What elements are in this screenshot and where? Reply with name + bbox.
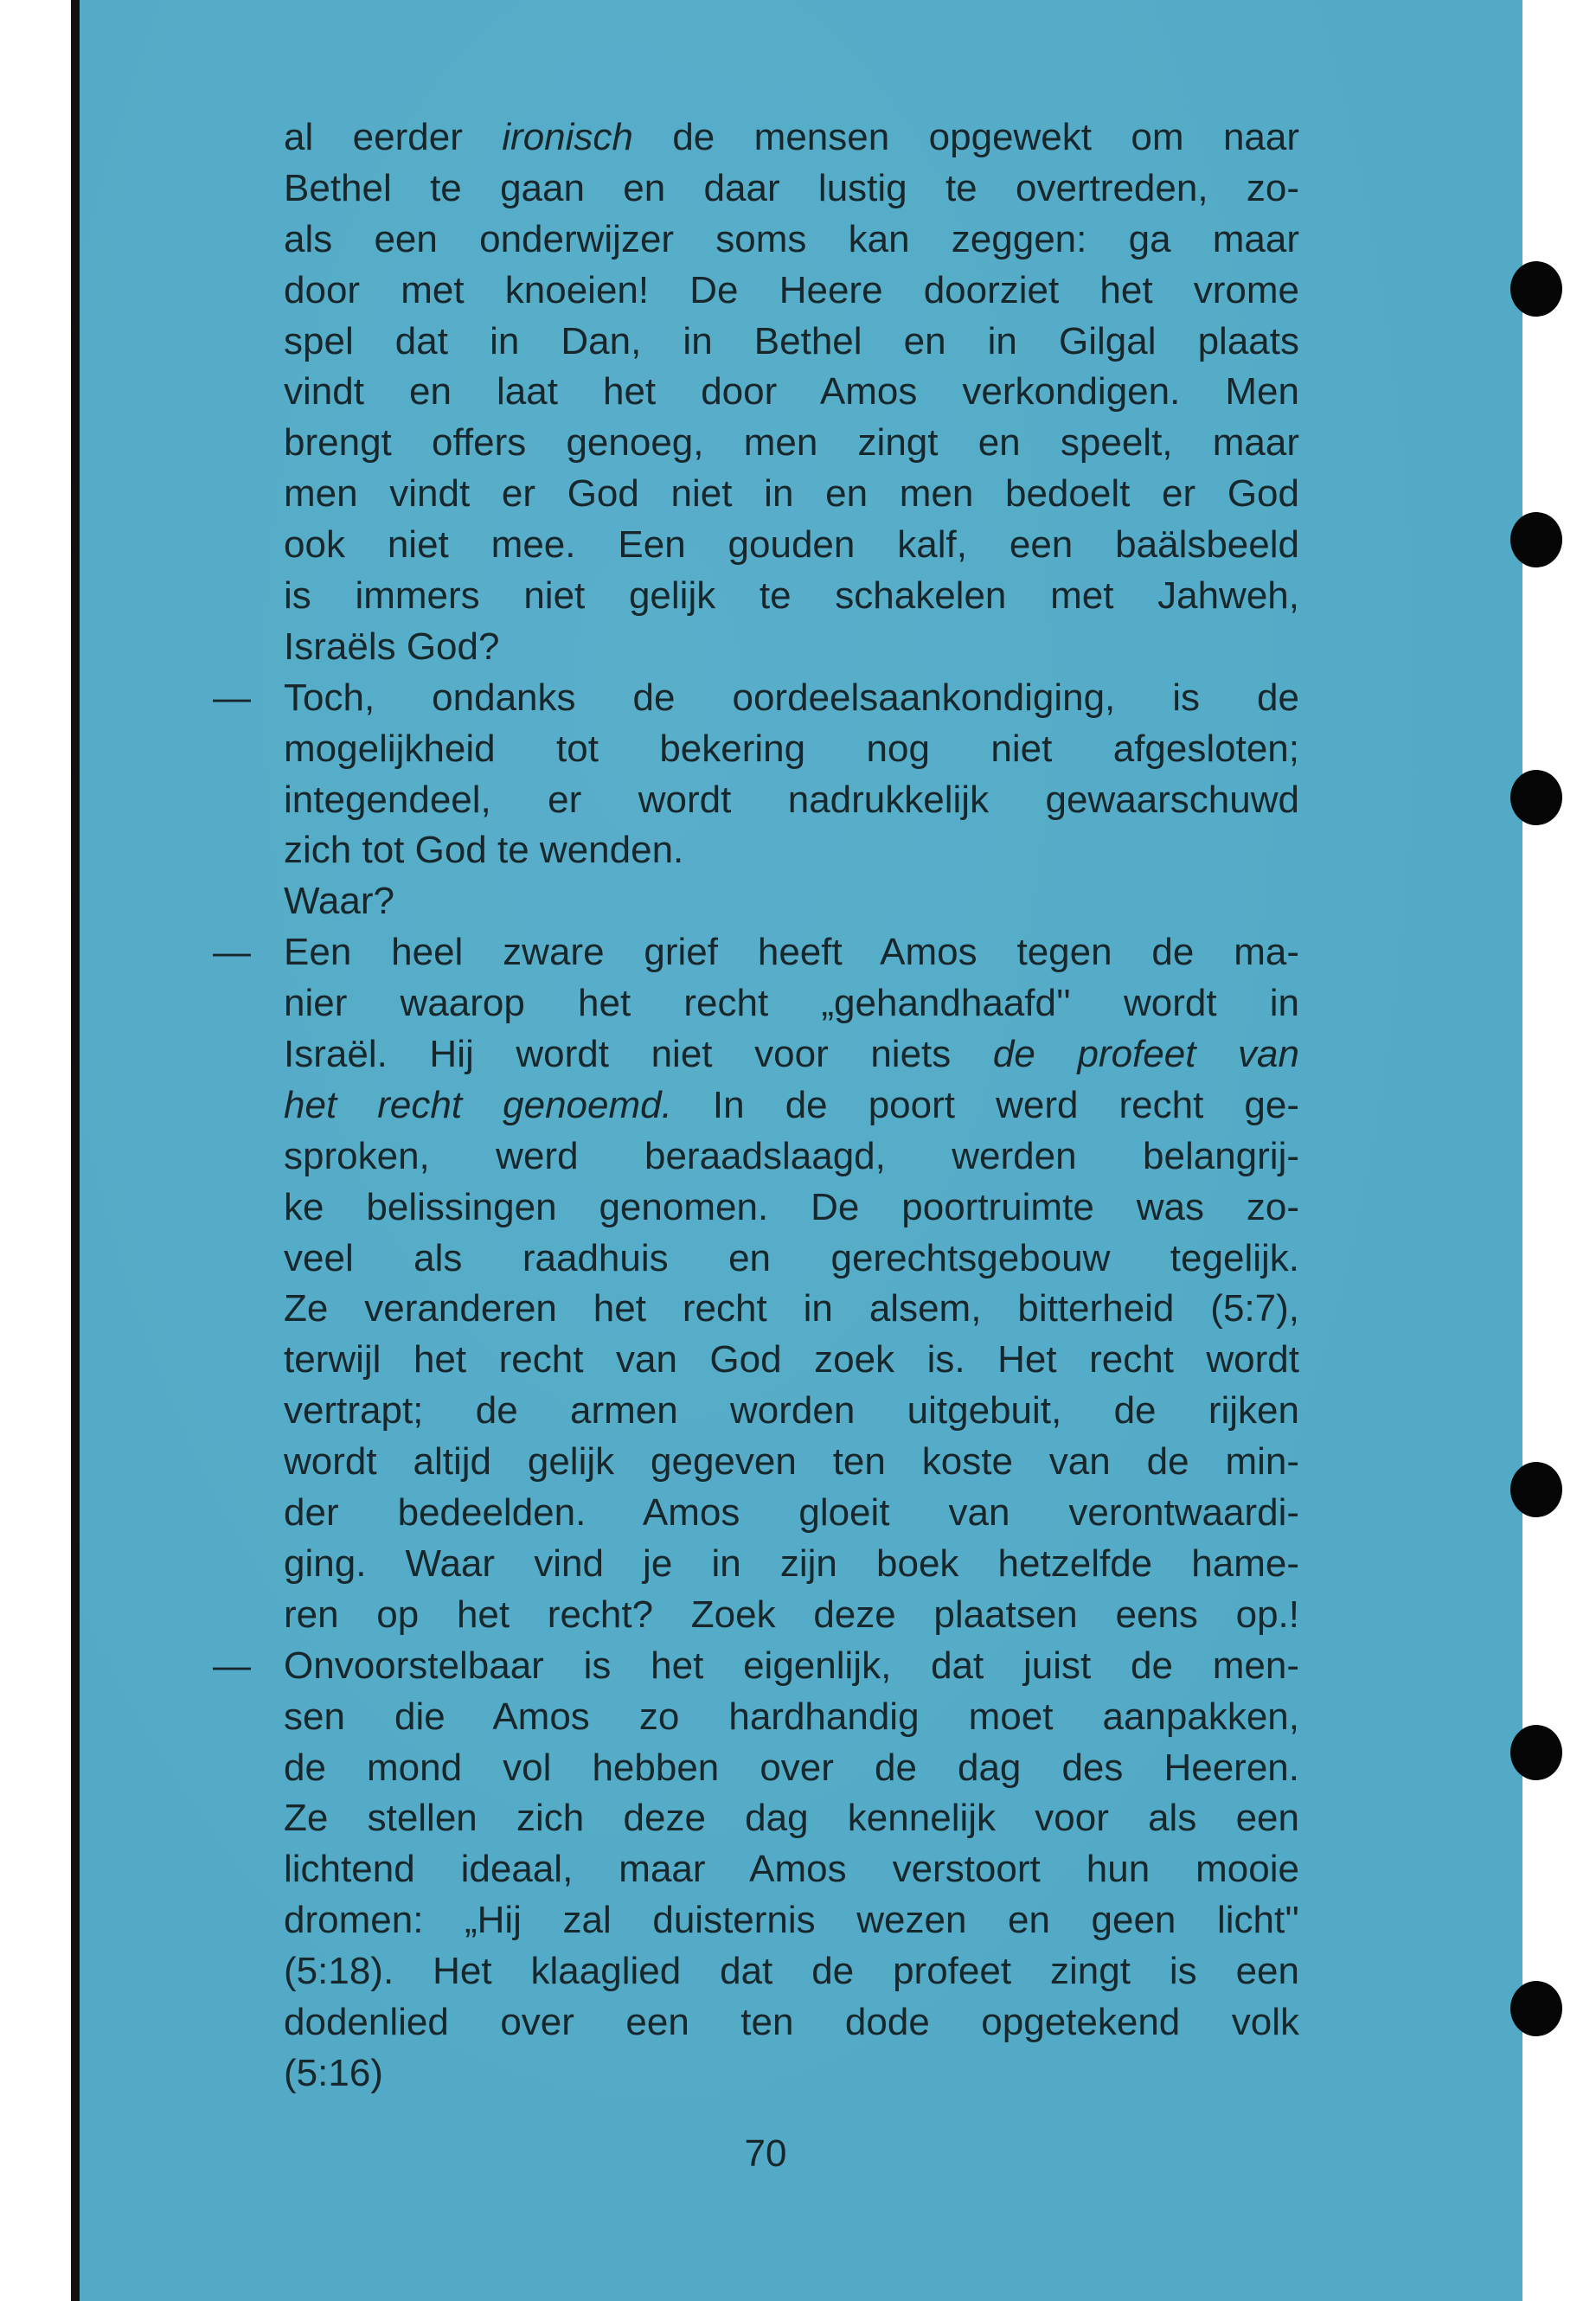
text-line: men vindt er God niet in en men bedoelt er God [284, 472, 1299, 516]
text-line: — Toch, ondanks de oordeelsaankondiging, is de [284, 673, 1299, 724]
text-line: zich tot God te wenden. [284, 829, 684, 872]
page-number: 70 [744, 2132, 787, 2175]
bullet-dash: — [213, 676, 251, 719]
punch-hole [1510, 1725, 1562, 1780]
text-line: lichtend ideaal, maar Amos verstoort hun mooie [284, 1848, 1299, 1891]
text-line: nier waarop het recht „gehandhaafd'' wordt in [284, 982, 1299, 1025]
text-line: spel dat in Dan, in Bethel en in Gilgal plaats [284, 319, 1299, 362]
text-line: Israëls God? [284, 625, 500, 668]
text-line: (5:16) [284, 2051, 383, 2094]
text-line: de mond vol hebben over de dag des Heeren. [284, 1746, 1299, 1789]
text-line: mogelijkheid tot bekering nog niet afgesloten; [284, 727, 1299, 770]
punch-hole [1510, 512, 1562, 567]
text-line: integendeel, er wordt nadrukkelijk gewaarschuwd [284, 778, 1299, 821]
text-line: ren op het recht? Zoek deze plaatsen eens op.! [284, 1593, 1299, 1636]
text-line: — Een heel zware grief heeft Amos tegen de ma- [284, 927, 1299, 978]
bullet-dash: — [213, 1644, 251, 1687]
text-line: sproken, werd beraadslaagd, werden belangrij- [284, 1134, 1299, 1177]
text-line: terwijl het recht van God zoek is. Het recht wordt [284, 1338, 1299, 1381]
text-line: der bedeelden. Amos gloeit van verontwaardi- [284, 1491, 1299, 1535]
bullet-dash: — [213, 931, 251, 974]
text-line: door met knoeien! De Heere doorziet het vrome [284, 268, 1299, 311]
text-line: — Onvoorstelbaar is het eigenlijk, dat juist de men- [284, 1641, 1299, 1692]
text-line: Israël. Hij wordt niet voor niets de profeet van [284, 1033, 1299, 1076]
text-line: vertrapt; de armen worden uitgebuit, de rijken [284, 1389, 1299, 1433]
punch-hole [1510, 770, 1562, 825]
text-line: ging. Waar vind je in zijn boek hetzelfde hame- [284, 1541, 1299, 1585]
text-line: als een onderwijzer soms kan zeggen: ga maar [284, 217, 1299, 260]
text-line: Waar? [284, 880, 394, 923]
text-line: dromen: „Hij zal duisternis wezen en geen licht'' [284, 1899, 1299, 1942]
text-line: veel als raadhuis en gerechtsgebouw tegelijk. [284, 1236, 1299, 1279]
text-line: ook niet mee. Een gouden kalf, een baälsbeeld [284, 523, 1299, 567]
text-line: vindt en laat het door Amos verkondigen. Men [284, 370, 1299, 413]
text-line: Ze veranderen het recht in alsem, bitterheid (5:7), [284, 1287, 1299, 1330]
text-line: is immers niet gelijk te schakelen met Jahweh, [284, 574, 1299, 618]
text-line: sen die Amos zo hardhandig moet aanpakken, [284, 1695, 1299, 1738]
text-line: al eerder ironisch de mensen opgewekt om naar [284, 116, 1300, 158]
text-line: ke belissingen genomen. De poortruimte was zo- [284, 1185, 1299, 1228]
text-line: Ze stellen zich deze dag kennelijk voor als een [284, 1797, 1299, 1840]
punch-hole [1510, 1981, 1562, 2036]
punch-hole [1510, 1462, 1562, 1517]
body-text [213, 112, 1300, 2099]
text-line: wordt altijd gelijk gegeven ten koste van de min- [284, 1440, 1299, 1484]
punch-hole [1510, 261, 1562, 317]
text-line: brengt offers genoeg, men zingt en speelt, maar [284, 421, 1299, 465]
text-line: (5:18). Het klaaglied dat de profeet zingt is een [284, 1950, 1299, 1993]
text-line: Bethel te gaan en daar lustig te overtreden, zo- [284, 166, 1299, 209]
text-line: dodenlied over een ten dode opgetekend volk [284, 2000, 1299, 2043]
book-page [80, 0, 1522, 2301]
text-line: het recht genoemd. In de poort werd recht ge- [284, 1083, 1299, 1126]
